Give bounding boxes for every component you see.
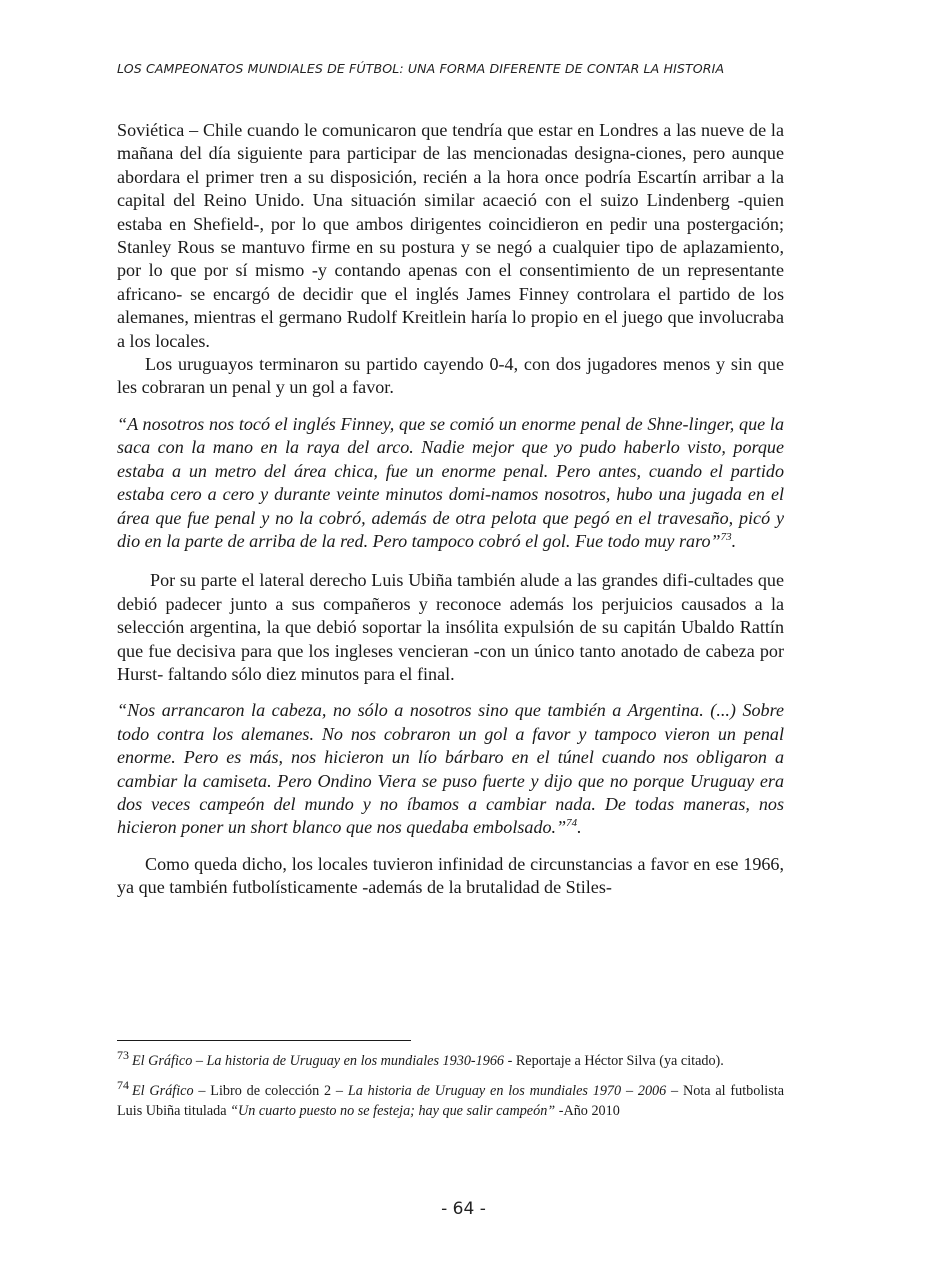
paragraph-3: Por su parte el lateral derecho Luis Ubiña también alude a las grandes difi-cultades que debió padecer junto a sus compañeros y reconoce además los perjuicios causados a la selección argentina, la que debió soportar la insólita expulsión de su capitán Ubaldo Rattín que fue decisiva para que los ingleses vencieran -con un único tanto anotado de cabeza por Hurst- faltando sólo diez minutos para el final. [117, 570, 784, 684]
quote-2-text: “Nos arrancaron la cabeza, no sólo a nosotros sino que también a Argentina. (...) Sobre todo contra los alemanes. No nos cobraron un gol a favor y tampoco vieron un penal enorme. Pero es más, nos hicieron un lío bárbaro en el túnel cuando nos obligaron a cambiar la camiseta. Pero Ondino Viera se puso fuerte y dijo que no porque Uruguay era dos veces campeón del mundo y no íbamos a cambiar nada. De todas maneras, nos hicieron poner un short blanco que nos quedaba embolsado.” [117, 700, 784, 838]
footnote-ref-74: 74 [566, 817, 578, 830]
footnote-source: El Gráfico [132, 1083, 194, 1099]
paragraph-2: Los uruguayos terminaron su partido cayendo 0-4, con dos jugadores menos y sin que les cobraran un penal y un gol a favor. [117, 354, 784, 398]
quote-1-text: “A nosotros nos tocó el inglés Finney, que se comió un enorme penal de Shne-linger, que la saca con la mano en la raya del arco. Nadie mejor que yo pudo haberlo visto, porque estaba a un metro del área chica, fue un enorme penal. Pero antes, cuando el partido estaba cero a cero y durante veinte minutos domi-namos nosotros, hubo una jugada en el área que fue penal y no la cobró, además de otra pelota que pegó en el travesaño, picó y dio en la parte de arriba de la red. Pero tampoco cobró el gol. Fue todo muy raro” [117, 413, 784, 551]
footnote-number: 74 [117, 1078, 129, 1093]
running-header: LOS CAMPEONATOS MUNDIALES DE FÚTBOL: UNA FORMA DIFERENTE DE CONTAR LA HISTORIA [117, 61, 725, 76]
page-number: - 64 - [441, 1199, 486, 1219]
paragraph-1: Soviética – Chile cuando le comunicaron que tendría que estar en Londres a las nueve de la mañana del día siguiente para participar de las mencionadas designa-ciones, pero aunque abordara el primer tren a su disposición, recién a la hora once podría Escartín arribar a la capital del Reino Unido. Una situación similar acaeció con el suizo Lindenberg -quien estaba en Shefield-, por lo que ambos dirigentes coincidieron en pedir una postergación; Stanley Rous se mantuvo firme en su postura y se negó a cualquier tipo de aplazamiento, por lo que por sí mismo -y contando apenas con el consentimiento de un representante africano- se encargó de decidir que el inglés James Finney controlara el partido de los alemanes, mientras el germano Rudolf Kreitlein haría lo propio en el juego que involucraba a los locales. [117, 120, 784, 351]
paragraph-4: Como queda dicho, los locales tuvieron infinidad de circunstancias a favor en ese 1966, ya que también futbolísticamente -además de la brutalidad de Stiles- [117, 853, 784, 898]
footnote-number: 73 [117, 1048, 129, 1063]
footnote-text: - Reportaje a Héctor Silva (ya citado). [504, 1053, 724, 1069]
footnote-73 [117, 1048, 784, 1071]
block-quote-1 [117, 413, 784, 553]
main-text [117, 119, 784, 900]
footnote-text: – Libro de colección 2 – [193, 1083, 348, 1099]
block-quote-2 [117, 699, 784, 839]
footnote-separator [117, 1040, 411, 1041]
footnote-title: La historia de Uruguay en los mundiales 1970 – 2006 [347, 1083, 667, 1099]
footnote-text: -Año 2010 [555, 1103, 620, 1119]
quote-1-end: . [731, 530, 737, 551]
footnote-article-title: “Un cuarto puesto no se festeja; hay que salir campeón” [230, 1103, 556, 1119]
footnotes [117, 1048, 784, 1121]
quote-2-end: . [577, 817, 582, 838]
footnote-source: El Gráfico – La historia de Uruguay en los mundiales 1930-1966 [132, 1053, 505, 1069]
footnote-text: – Nota al futbolista Luis Ubiña titulada [117, 1083, 784, 1119]
footnote-ref-73: 73 [720, 530, 732, 543]
footnote-74 [117, 1078, 784, 1121]
